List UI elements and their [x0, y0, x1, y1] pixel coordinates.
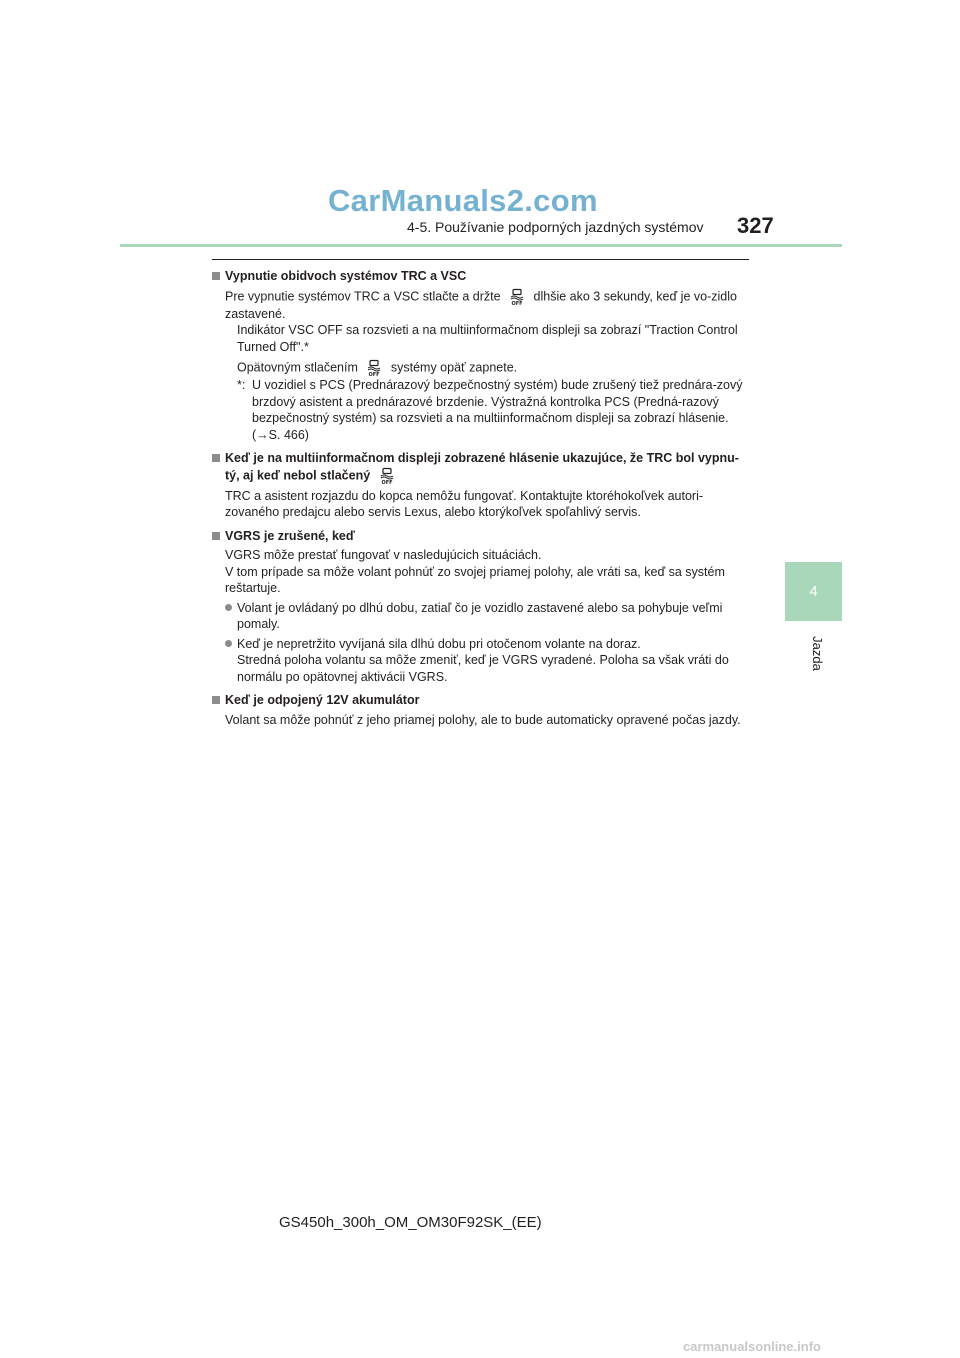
text-part: systémy opäť zapnete. [390, 360, 518, 375]
watermark-bottom: carmanualsonline.info [683, 1339, 821, 1354]
paragraph: TRC a asistent rozjazdu do kopca nemôžu fungovať. Kontaktujte ktoréhokoľvek autori-zovaného predajcu alebo servis Lexus, alebo ktorýkoľvek spoľahlivý servis. [225, 488, 704, 519]
square-bullet-icon [212, 454, 220, 462]
paragraph: VGRS môže prestať fungovať v nasledujúcich situáciách. [225, 548, 542, 562]
text-part: Pre vypnutie systémov TRC a VSC stlačte a držte [225, 288, 501, 303]
section-heading [212, 692, 749, 709]
round-bullet-icon [225, 640, 232, 647]
list-item [212, 636, 749, 686]
list-item-text: Volant je ovládaný po dlhú dobu, zatiaľ čo je vozidlo zastavené alebo sa pohybuje veľmi pomaly. [237, 600, 723, 631]
vsc-off-icon [508, 288, 526, 306]
heading-text: Keď je odpojený 12V akumulátor [225, 693, 420, 707]
heading-text: VGRS je zrušené, keď [225, 528, 355, 543]
text-part: Opätovným stlačením [237, 360, 358, 375]
footnote-text: U vozidiel s PCS (Prednárazový bezpečnostný systém) bude zrušený tiež prednára-zový brzdový asistent a prednárazové brzdenie. Výstražná kontrolka PCS (Predná-razový bezpečnostný systém) sa rozsvieti a na multiinformačnom displeji sa zobrazí hlásenie. (→S. 466) [252, 378, 743, 442]
square-bullet-icon [212, 272, 220, 280]
section-trc-message [212, 450, 749, 521]
page-number: 327 [737, 213, 774, 238]
content-rule [212, 259, 749, 260]
square-bullet-icon [212, 696, 220, 704]
heading-text: Keď je na multiinformačnom displeji zobrazené hlásenie ukazujúce, že TRC bol vypnu-tý, aj keď nebol stlačený [225, 451, 739, 482]
paragraph [212, 288, 749, 323]
paragraph [212, 359, 749, 377]
header-rule [120, 244, 842, 247]
paragraph: V tom prípade sa môže volant pohnúť zo svojej priamej polohy, ale vráti sa, keď sa systém reštartuje. [225, 564, 725, 595]
list-item [212, 600, 749, 633]
section-heading [212, 268, 749, 285]
chapter-label [797, 628, 837, 678]
page-content [212, 268, 749, 735]
chapter-label-text: Jazda [809, 635, 825, 671]
section-vgrs [212, 528, 749, 686]
paragraph: Volant sa môže pohnúť z jeho priamej polohy, ale to bude automaticky opravené počas jazdy. [225, 712, 741, 727]
chapter-tab: 4 [785, 562, 842, 621]
svg-text:OFF: OFF [381, 479, 393, 485]
vsc-off-icon [365, 359, 383, 377]
watermark-top: CarManuals2.com [328, 183, 598, 218]
list-item-text: Stredná poloha volantu sa môže zmeniť, keď je VGRS vyradené. Poloha sa však vráti do normálu po opätovnej aktivácii VGRS. [237, 653, 729, 684]
footnote [212, 377, 749, 443]
svg-text:OFF: OFF [511, 300, 523, 306]
vsc-off-icon [378, 467, 396, 485]
footer-model-code: GS450h_300h_OM_OM30F92SK_(EE) [279, 1214, 542, 1231]
heading-text: Vypnutie obidvoch systémov TRC a VSC [225, 269, 467, 283]
round-bullet-icon [225, 604, 232, 611]
svg-text:OFF: OFF [368, 372, 380, 377]
section-battery [212, 692, 749, 728]
section-heading [212, 528, 749, 545]
text-part: dlhšie ako 3 sekundy, keď je vo-zidlo zastavené. [225, 288, 737, 321]
section-heading [212, 450, 749, 485]
header-title: 4-5. Používanie podporných jazdných systémov [407, 219, 704, 235]
list-item-text: Keď je nepretržito vyvíjaná sila dlhú dobu pri otočenom volante na doraz. [237, 636, 641, 651]
square-bullet-icon [212, 532, 220, 540]
paragraph: Indikátor VSC OFF sa rozsvieti a na multiinformačnom displeji sa zobrazí "Traction Control Turned Off".* [237, 323, 738, 354]
footnote-marker: *: [237, 378, 246, 392]
section-trc-vsc-off [212, 268, 749, 443]
